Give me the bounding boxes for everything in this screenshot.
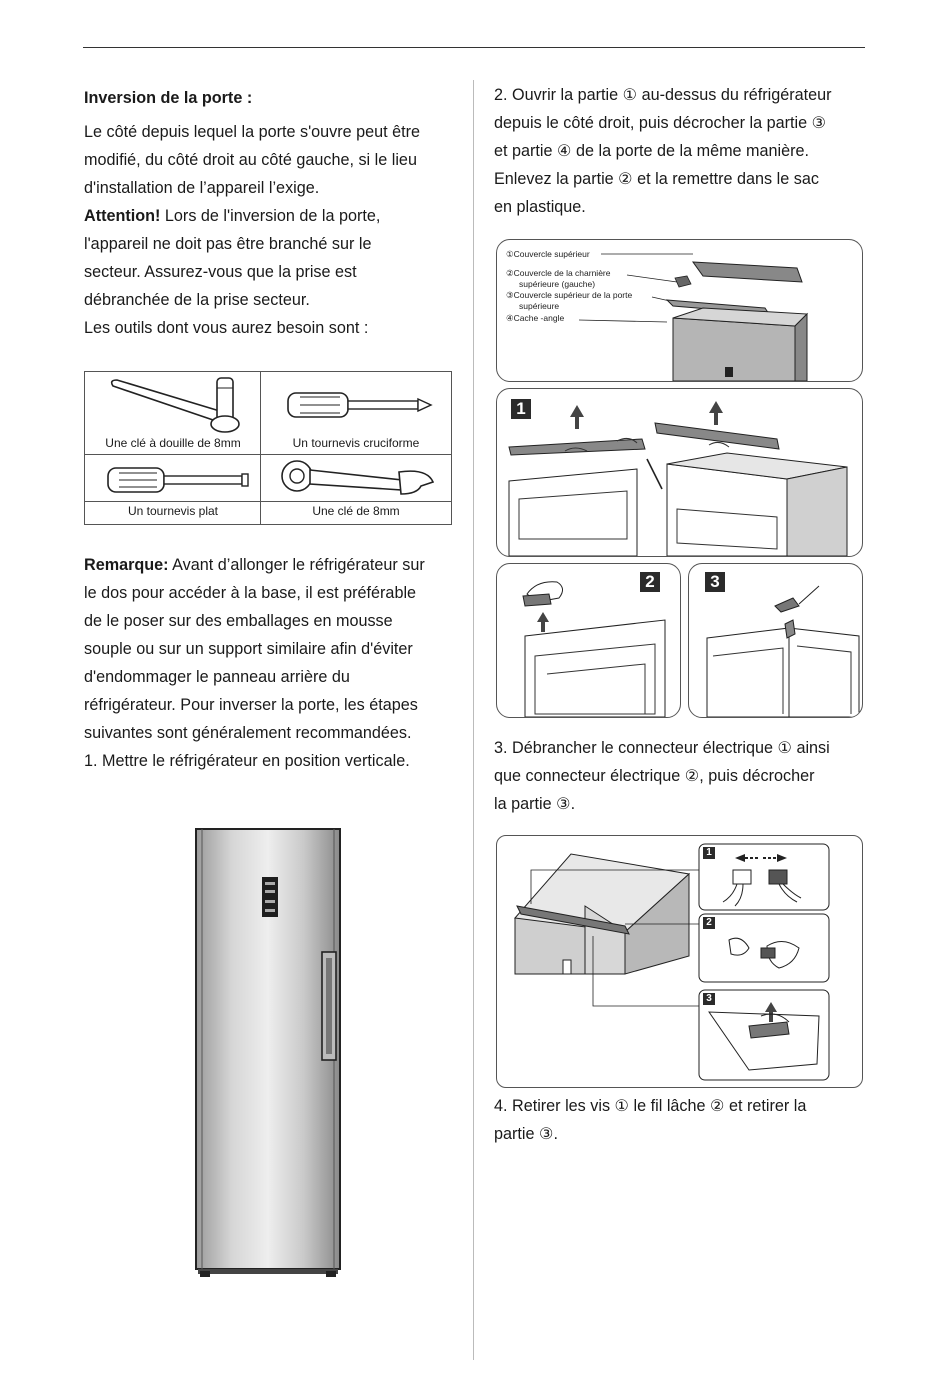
intro-line: d'installation de l’appareil l’exige. bbox=[84, 179, 320, 197]
remark-line: suivantes sont généralement recommandées. bbox=[84, 724, 412, 742]
callout-3: ③Couvercle supérieur de la porte bbox=[506, 290, 633, 300]
attention-line: secteur. Assurez-vous que la prise est bbox=[84, 263, 357, 281]
step2-drawing bbox=[497, 564, 680, 717]
tool-label: Une clé de 8mm bbox=[312, 504, 400, 518]
step4-line: partie ③. bbox=[494, 1125, 558, 1143]
attention-line bbox=[84, 202, 464, 230]
step2-line: en plastique. bbox=[494, 198, 586, 216]
socket-wrench-icon bbox=[105, 376, 245, 434]
connectors-drawing bbox=[497, 836, 862, 1087]
step-badge-1: 1 bbox=[511, 399, 531, 419]
left-text-block-2 bbox=[84, 551, 469, 775]
step-badge-2: 2 bbox=[640, 572, 660, 592]
top-rule bbox=[83, 47, 865, 48]
step2-line: 2. Ouvrir la partie ① au-dessus du réfrigérateur bbox=[494, 86, 832, 104]
remark-line: souple ou sur un support similaire afin d'éviter bbox=[84, 640, 413, 658]
step3-line: la partie ③. bbox=[494, 795, 576, 813]
tool-label: Une clé à douille de 8mm bbox=[105, 436, 241, 450]
remark-line: de le poser sur des emballages en mousse bbox=[84, 612, 393, 630]
step2-line: et partie ④ de la porte de la même manière. bbox=[494, 142, 810, 160]
step-badge-3: 3 bbox=[705, 572, 725, 592]
figure-step-3 bbox=[688, 563, 863, 718]
step3-drawing bbox=[689, 564, 862, 717]
attention-line: l'appareil ne doit pas être branché sur le bbox=[84, 235, 372, 253]
tools-table bbox=[84, 371, 452, 525]
tool-label: Un tournevis plat bbox=[127, 504, 219, 518]
remark-line: d'endommager le panneau arrière du bbox=[84, 668, 350, 686]
figure-top-cover-parts bbox=[496, 239, 863, 382]
callout-1: ①Couvercle supérieur bbox=[506, 249, 590, 259]
attention-line: débranchée de la prise secteur. bbox=[84, 291, 310, 309]
remark-line bbox=[84, 551, 469, 579]
remark-line: réfrigérateur. Pour inverser la porte, les étapes bbox=[84, 696, 418, 714]
left-text-block-1 bbox=[84, 84, 464, 342]
figure-connectors bbox=[496, 835, 863, 1088]
step1-drawing bbox=[497, 389, 862, 556]
remark-line: le dos pour accéder à la base, il est préférable bbox=[84, 584, 417, 602]
flat-screwdriver-icon bbox=[105, 465, 255, 495]
callout-2: ②Couvercle de la charnière bbox=[506, 268, 611, 278]
figure-step-2 bbox=[496, 563, 681, 718]
attention-label: Attention! bbox=[84, 207, 161, 225]
callout-3b: supérieure bbox=[519, 301, 560, 311]
step1-line: 1. Mettre le réfrigérateur en position verticale. bbox=[84, 752, 410, 770]
connector-badge-2: 2 bbox=[703, 917, 715, 929]
step4-line: 4. Retirer les vis ① le fil lâche ② et retirer la bbox=[494, 1097, 807, 1115]
step4-text bbox=[494, 1092, 869, 1148]
refrigerator-illustration bbox=[190, 825, 348, 1280]
callout-4: ④Cache -angle bbox=[506, 313, 565, 323]
phillips-screwdriver-icon bbox=[285, 388, 435, 422]
callout-2b: supérieure (gauche) bbox=[519, 279, 596, 289]
top-cover-drawing bbox=[497, 240, 862, 381]
remark-text: Avant d’allonger le réfrigérateur sur bbox=[168, 556, 425, 574]
intro-line: Le côté depuis lequel la porte s'ouvre peut être bbox=[84, 123, 421, 141]
connector-badge-1: 1 bbox=[703, 847, 715, 859]
step2-text bbox=[494, 81, 869, 221]
wrench-icon bbox=[277, 458, 437, 498]
step3-text bbox=[494, 734, 869, 818]
attention-text: Lors de l'inversion de la porte, bbox=[160, 207, 381, 225]
figure-step-1 bbox=[496, 388, 863, 557]
connector-badge-3: 3 bbox=[703, 993, 715, 1005]
section-heading: Inversion de la porte : bbox=[84, 89, 253, 107]
column-divider bbox=[473, 80, 474, 1360]
tool-label: Un tournevis cruciforme bbox=[292, 436, 420, 450]
step3-line: 3. Débrancher le connecteur électrique ① ainsi bbox=[494, 739, 830, 757]
tools-intro: Les outils dont vous aurez besoin sont : bbox=[84, 319, 369, 337]
step3-line: que connecteur électrique ②, puis décrocher bbox=[494, 767, 815, 785]
step2-line: depuis le côté droit, puis décrocher la partie ③ bbox=[494, 114, 827, 132]
remark-label: Remarque: bbox=[84, 556, 169, 574]
step2-line: Enlevez la partie ② et la remettre dans le sac bbox=[494, 170, 819, 188]
intro-line: modifié, du côté droit au côté gauche, si le lieu bbox=[84, 151, 417, 169]
